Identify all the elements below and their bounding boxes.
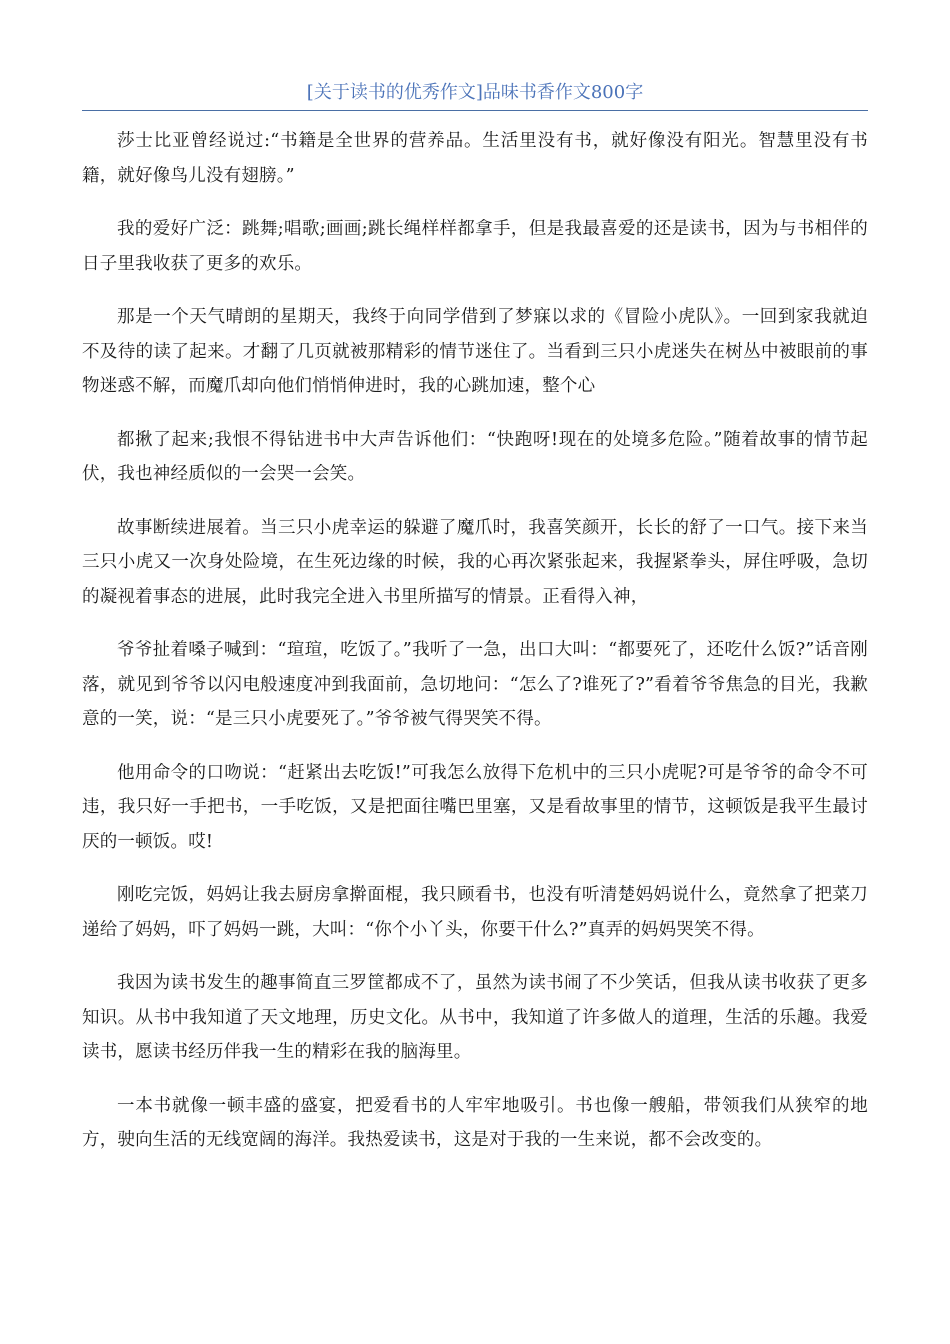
page-title: [关于读书的优秀作文]品味书香作文800字 xyxy=(306,82,644,103)
paragraph: 一本书就像一顿丰盛的盛宴，把爱看书的人牢牢地吸引。书也像一艘船，带领我们从狭窄的地方，驶向生活的无线宽阔的海洋。我热爱读书，这是对于我的一生来说，都不会改变的。 xyxy=(82,1095,868,1150)
article-body xyxy=(82,124,868,1177)
paragraph: 都揪了起来;我恨不得钻进书中大声告诉他们：“快跑呀!现在的处境多危险。”随着故事的情节起伏，我也神经质似的一会哭一会笑。 xyxy=(82,429,868,484)
page-header xyxy=(82,80,868,111)
paragraph: 爷爷扯着嗓子喊到：“瑄瑄，吃饭了。”我听了一急，出口大叫：“都要死了，还吃什么饭?”话音刚落，就见到爷爷以闪电般速度冲到我面前，急切地问：“怎么了?谁死了?”看着爷爷焦急的目光，我歉意的一笑，说：“是三只小虎要死了。”爷爷被气得哭笑不得。 xyxy=(82,640,868,729)
paragraph: 我的爱好广泛：跳舞;唱歌;画画;跳长绳样样都拿手，但是我最喜爱的还是读书，因为与书相伴的日子里我收获了更多的欢乐。 xyxy=(82,219,868,274)
paragraph: 我因为读书发生的趣事简直三罗筐都成不了，虽然为读书闹了不少笑话，但我从读书收获了更多知识。从书中我知道了天文地理，历史文化。从书中，我知道了许多做人的道理，生活的乐趣。我爱读书，愿读书经历伴我一生的精彩在我的脑海里。 xyxy=(82,973,868,1062)
paragraph: 那是一个天气晴朗的星期天，我终于向同学借到了梦寐以求的《冒险小虎队》。一回到家我就迫不及待的读了起来。才翻了几页就被那精彩的情节迷住了。当看到三只小虎迷失在树丛中被眼前的事物迷惑不解，而魔爪却向他们悄悄伸进时，我的心跳加速，整个心 xyxy=(82,307,868,396)
paragraph: 他用命令的口吻说：“赶紧出去吃饭!”可我怎么放得下危机中的三只小虎呢?可是爷爷的命令不可违，我只好一手把书，一手吃饭，又是把面往嘴巴里塞，又是看故事里的情节，这顿饭是我平生最讨厌的一顿饭。哎! xyxy=(82,762,868,852)
paragraph: 故事断续进展着。当三只小虎幸运的躲避了魔爪时，我喜笑颜开，长长的舒了一口气。接下来当三只小虎又一次身处险境，在生死边缘的时候，我的心再次紧张起来，我握紧拳头，屏住呼吸，急切的凝视着事态的进展，此时我完全进入书里所描写的情景。正看得入神， xyxy=(82,517,868,607)
paragraph: 莎士比亚曾经说过:“书籍是全世界的营养品。生活里没有书，就好像没有阳光。智慧里没有书籍，就好像鸟儿没有翅膀。” xyxy=(82,131,868,186)
paragraph: 刚吃完饭，妈妈让我去厨房拿擀面棍，我只顾看书，也没有听清楚妈妈说什么，竟然拿了把菜刀递给了妈妈，吓了妈妈一跳，大叫：“你个小丫头，你要干什么?”真弄的妈妈哭笑不得。 xyxy=(82,885,868,940)
